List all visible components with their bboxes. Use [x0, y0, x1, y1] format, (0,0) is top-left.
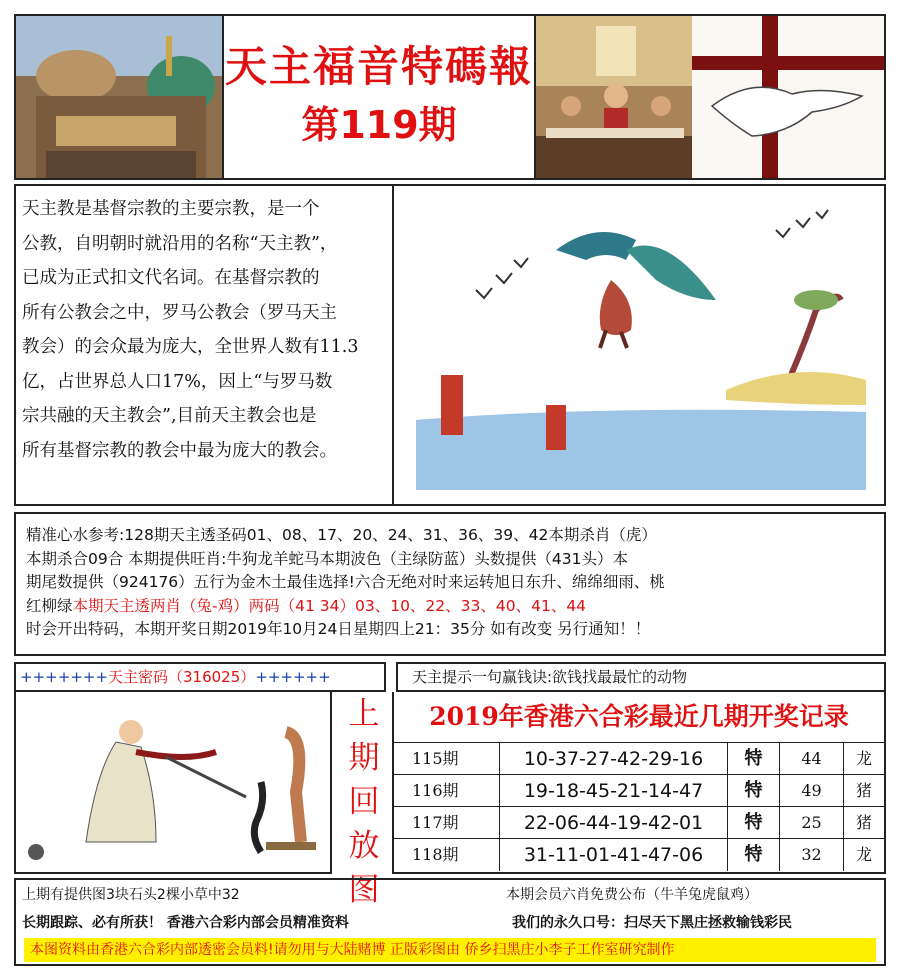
reference-section	[14, 512, 886, 656]
replay-char: 期	[348, 740, 380, 776]
issue-cell: 118期	[394, 839, 500, 871]
intro-section	[14, 184, 886, 506]
reference-line: 期尾数提供（924176）五行为金木土最佳选择!六合无绝对时来运转旭日东升、绵绵细雨、桃	[26, 573, 665, 591]
intro-line: 所有基督宗教的教会中最为庞大的教会。	[22, 440, 337, 461]
special-label-cell: 特	[728, 807, 780, 839]
reference-highlight: 本期天主透两肖（兔-鸡）两码（41 34）03、10、22、33、40、41、44	[72, 596, 587, 615]
issue-number: 第119期	[301, 103, 457, 147]
intro-line: 宗共融的天主教会”,目前天主教会也是	[22, 406, 317, 426]
issue-cell: 116期	[394, 775, 500, 807]
intro-line: 公教，自明朝时就沿用的名称“天主教”，	[22, 233, 338, 254]
numbers-cell: 10-37-27-42-29-16	[500, 743, 728, 775]
footer-note-left: 上期有提供图3块石头2棵小草中32	[22, 887, 240, 903]
reference-line: 精准心水参考:128期天主透圣码01、08、17、20、24、31、36、39、42本期杀肖（虎）	[26, 526, 657, 544]
password-suffix: ++++++	[255, 668, 331, 686]
issue-cell: 115期	[394, 743, 500, 775]
table-row	[394, 774, 884, 807]
church-dome-image	[16, 16, 224, 178]
record-title: 2019年香港六合彩最近几期开奖记录	[429, 702, 849, 731]
last-issue-replay-label	[336, 692, 392, 908]
zodiac-cell: 猪	[855, 813, 872, 832]
title-block	[224, 16, 534, 178]
footer-highlight-bar: 本图资料由香港六合彩内部透密会员料!请勿用与大陆赌博 正版彩图由 侨乡扫黑庄小李子工作室研究制作	[24, 938, 876, 962]
special-label-cell: 特	[728, 743, 780, 775]
intro-line: 天主教是基督宗教的主要宗教，是一个	[22, 199, 320, 219]
reference-line	[26, 595, 874, 619]
replay-char: 上	[348, 696, 380, 732]
numbers-cell: 31-11-01-41-47-06	[500, 839, 728, 871]
table-row	[394, 838, 884, 871]
divider	[392, 186, 394, 504]
last-issue-illustration	[14, 692, 332, 874]
intro-line: 教会）的会众最为庞大，全世界人数有11.3	[22, 337, 359, 357]
eagle-illustration	[396, 190, 882, 500]
footer-slogan-right: 我们的永久口号：扫尽天下黑庄拯救输钱彩民	[512, 915, 792, 931]
reference-line: 本期杀合09合 本期提供旺肖:牛狗龙羊蛇马本期波色（主绿防蓝）头数提供（431头）本	[26, 549, 628, 568]
password-label: 天主密码（316025）	[107, 668, 256, 686]
password-box	[14, 662, 386, 692]
intro-text	[22, 192, 390, 498]
hint-box: 天主提示一句赢钱诀:欲钱找最最忙的动物	[396, 662, 886, 692]
issue-cell: 117期	[394, 807, 500, 839]
numbers-cell: 22-06-44-19-42-01	[500, 807, 728, 839]
last-supper-image	[534, 16, 692, 178]
intro-line: 已成为正式扣文代名词。在基督宗教的	[22, 268, 320, 288]
zodiac-cell: 龙	[855, 749, 872, 768]
footer-section	[14, 878, 886, 966]
header-banner	[14, 14, 886, 180]
intro-line: 亿，占世界总人口17%，因上“与罗马数	[22, 371, 333, 392]
table-row	[394, 806, 884, 839]
reference-text: 红柳绿	[26, 596, 73, 615]
table-row	[394, 742, 884, 775]
special-number-cell: 44	[780, 743, 844, 775]
zodiac-cell: 猪	[855, 781, 872, 800]
numbers-cell: 19-18-45-21-14-47	[500, 775, 728, 807]
cross-dove-icon	[692, 16, 884, 178]
draw-record-table	[392, 692, 886, 874]
newspaper-title: 天主福音特碼報	[224, 42, 533, 91]
zodiac-cell: 龙	[855, 845, 872, 864]
special-number-cell: 25	[780, 807, 844, 839]
special-number-cell: 49	[780, 775, 844, 807]
special-label-cell: 特	[728, 775, 780, 807]
intro-line: 所有公教会之中，罗马公教会（罗马天主	[22, 302, 337, 323]
replay-char: 回	[348, 784, 380, 820]
password-prefix: +++++++	[20, 668, 108, 686]
special-number-cell: 32	[780, 839, 844, 871]
replay-char: 图	[348, 872, 380, 908]
footer-slogan-left: 长期跟踪、必有所获！ 香港六合彩内部会员精准资料	[22, 915, 349, 931]
special-label-cell: 特	[728, 839, 780, 871]
footer-note-right: 本期会员六肖免费公布（牛羊兔虎鼠鸡）	[506, 887, 758, 903]
replay-char: 放	[348, 828, 380, 864]
reference-line: 时会开出特码，本期开奖日期2019年10月24日星期四上21：35分 如有改变 另行通知！！	[26, 620, 651, 638]
